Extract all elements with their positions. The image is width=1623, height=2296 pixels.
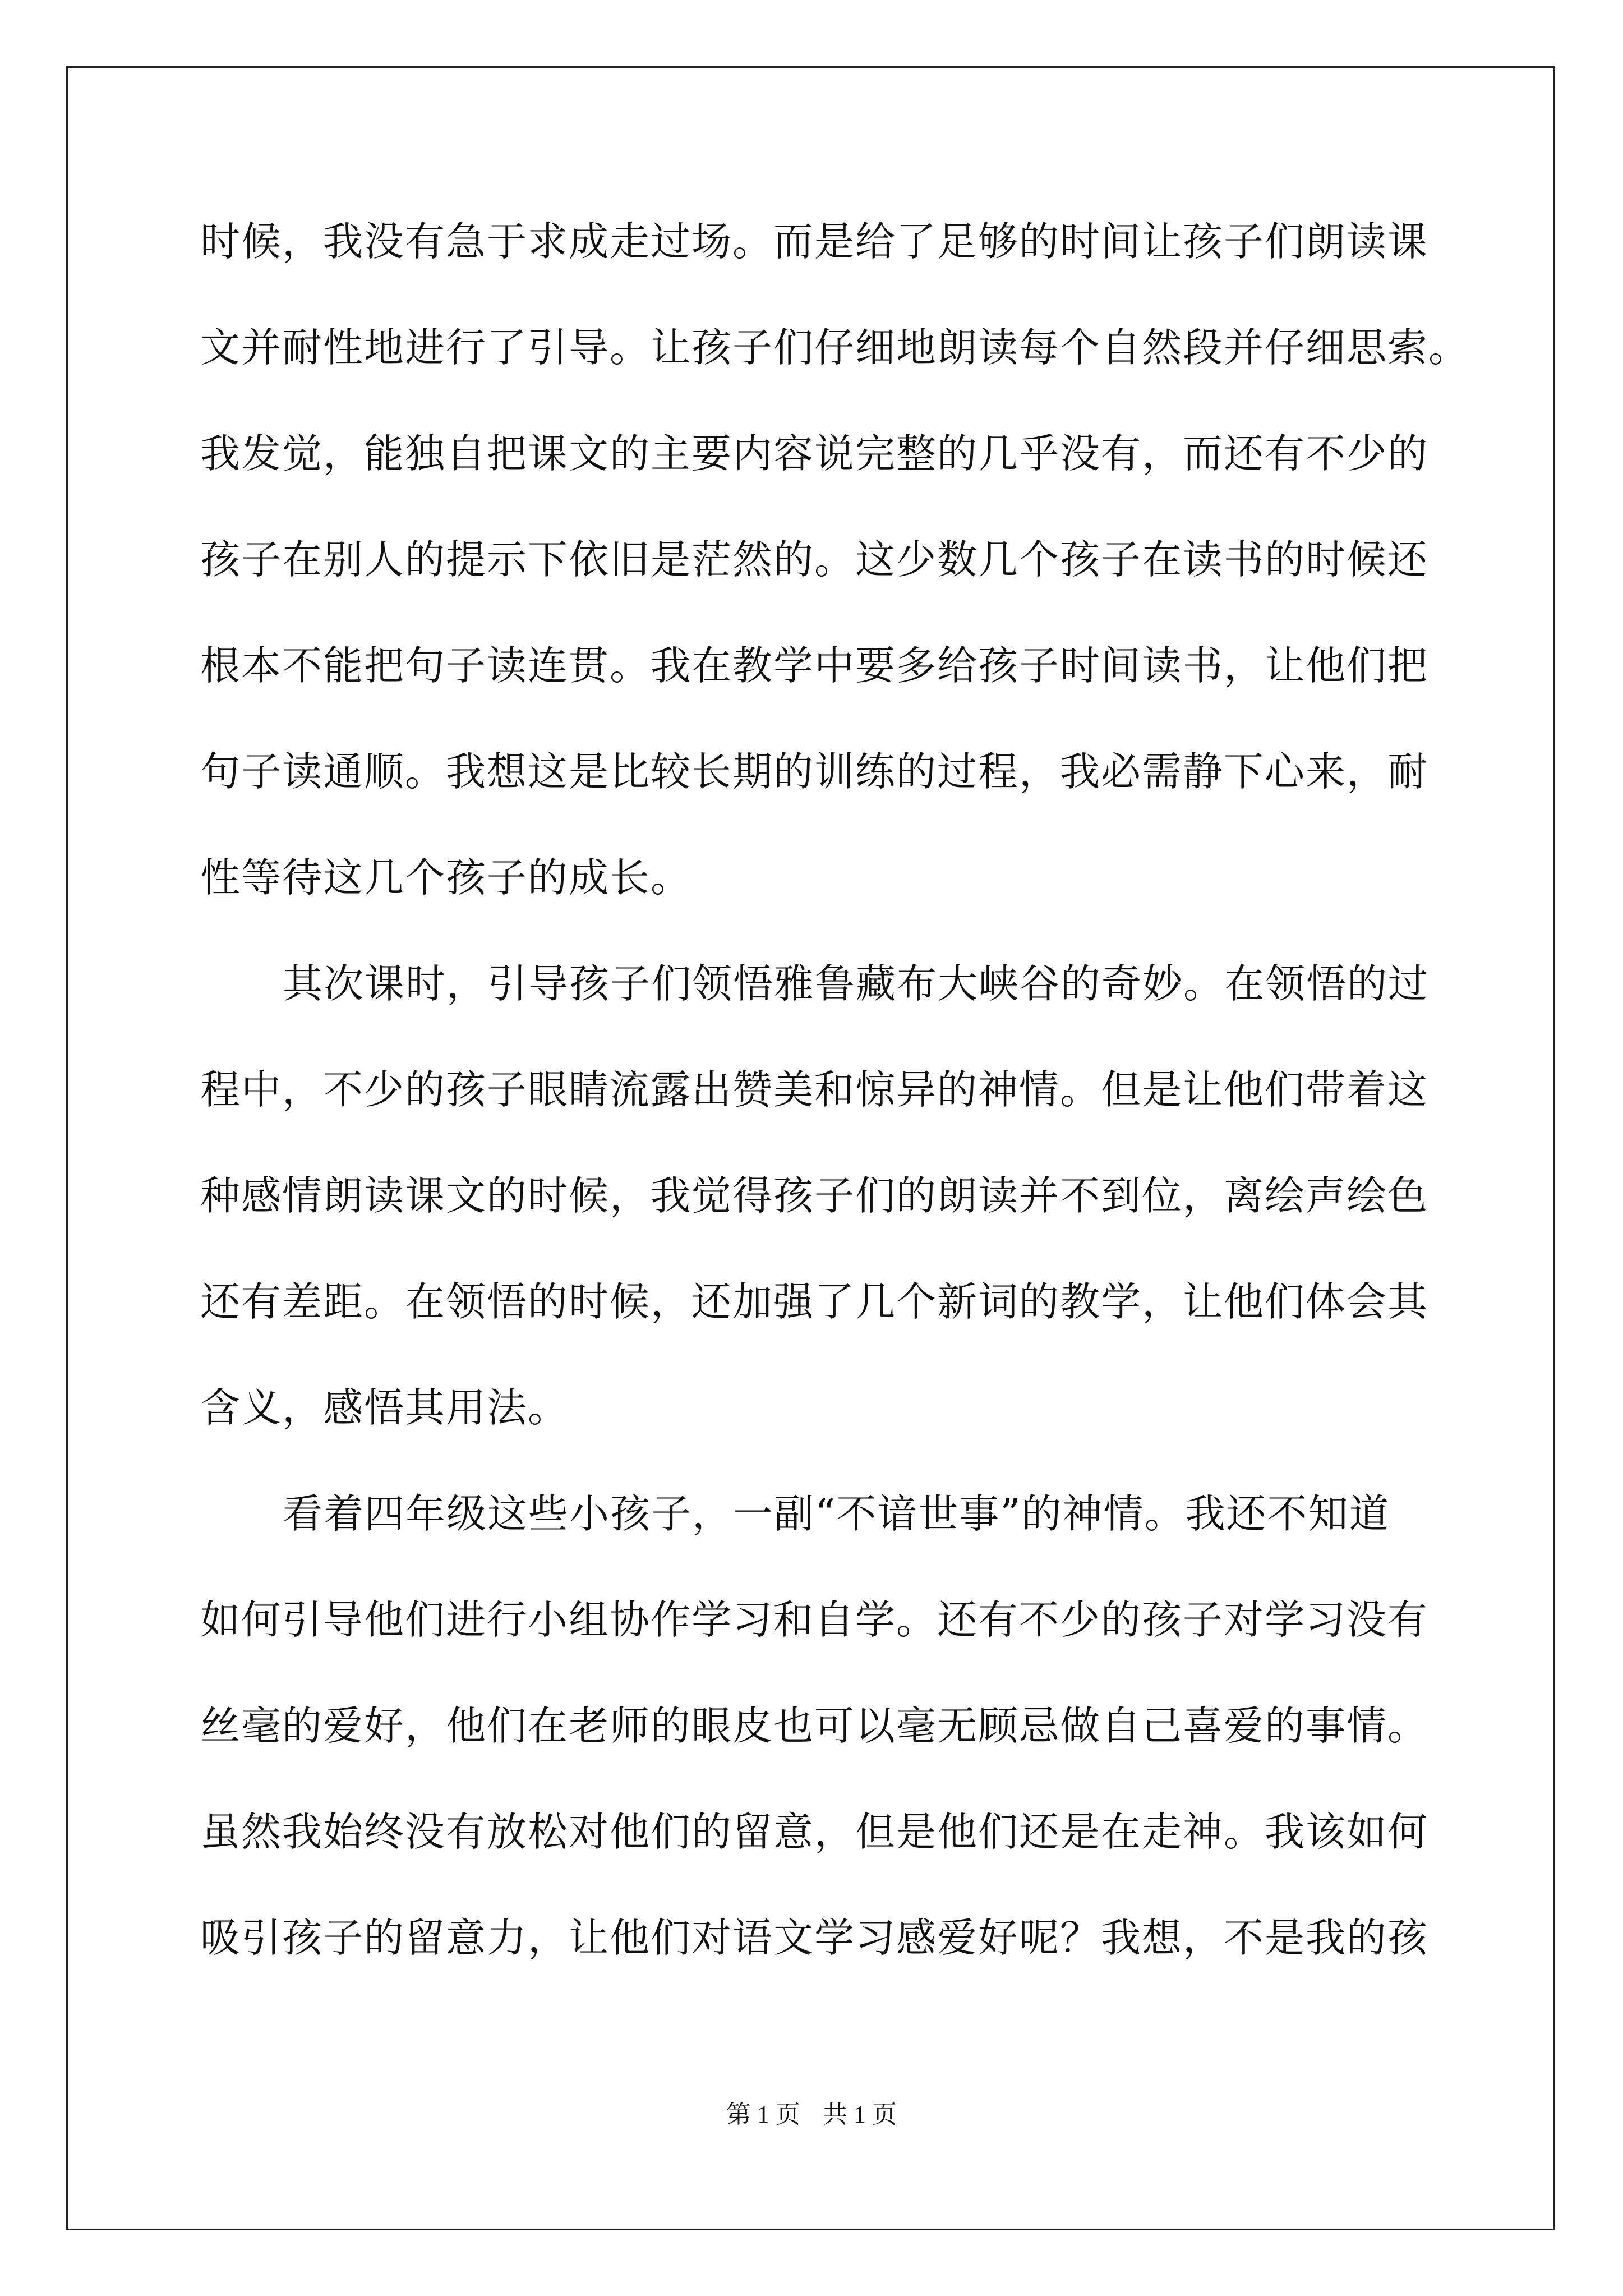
text-line: 根本不能把句子读连贯。我在教学中要多给孩子时间读书，让他们把 xyxy=(200,642,1429,689)
page-footer xyxy=(0,2099,1623,2131)
text-line: 时候，我没有急于求成走过场。而是给了足够的时间让孩子们朗读课 xyxy=(200,218,1429,265)
text-line: 还有差距。在领悟的时候，还加强了几个新词的教学，让他们体会其 xyxy=(200,1278,1429,1325)
text-line: 其次课时，引导孩子们领悟雅鲁藏布大峡谷的奇妙。在领悟的过 xyxy=(283,960,1430,1007)
document-body xyxy=(200,216,1470,2018)
text-line: 我发觉，能独自把课文的主要内容说完整的几乎没有，而还有不少的 xyxy=(200,430,1429,477)
page-total: 共 1 页 xyxy=(823,2101,897,2128)
text-line: 种感情朗读课文的时候，我觉得孩子们的朗读并不到位，离绘声绘色 xyxy=(200,1172,1429,1219)
text-line: 性等待这几个孩子的成长。 xyxy=(200,854,692,901)
text-line: 丝毫的爱好，他们在老师的眼皮也可以毫无顾忌做自己喜爱的事情。 xyxy=(200,1703,1429,1749)
text-line: 句子读通顺。我想这是比较长期的训练的过程，我必需静下心来，耐 xyxy=(200,748,1429,795)
text-line: 看着四年级这些小孩子，一副“不谙世事”的神情。我还不知道 xyxy=(283,1490,1390,1537)
text-line: 虽然我始终没有放松对他们的留意，但是他们还是在走神。我该如何 xyxy=(200,1809,1429,1855)
text-line: 孩子在别人的提示下依旧是茫然的。这少数几个孩子在读书的时候还 xyxy=(200,536,1429,583)
text-line: 程中，不少的孩子眼睛流露出赞美和惊异的神情。但是让他们带着这 xyxy=(200,1066,1429,1113)
text-line: 含义，感悟其用法。 xyxy=(200,1384,569,1431)
text-line: 如何引导他们进行小组协作学习和自学。还有不少的孩子对学习没有 xyxy=(200,1596,1429,1643)
text-line: 吸引孩子的留意力，让他们对语文学习感爱好呢？我想，不是我的孩 xyxy=(200,1915,1429,1961)
page-number: 第 1 页 xyxy=(726,2101,800,2128)
text-line: 文并耐性地进行了引导。让孩子们仔细地朗读每个自然段并仔细思索。 xyxy=(200,324,1470,371)
